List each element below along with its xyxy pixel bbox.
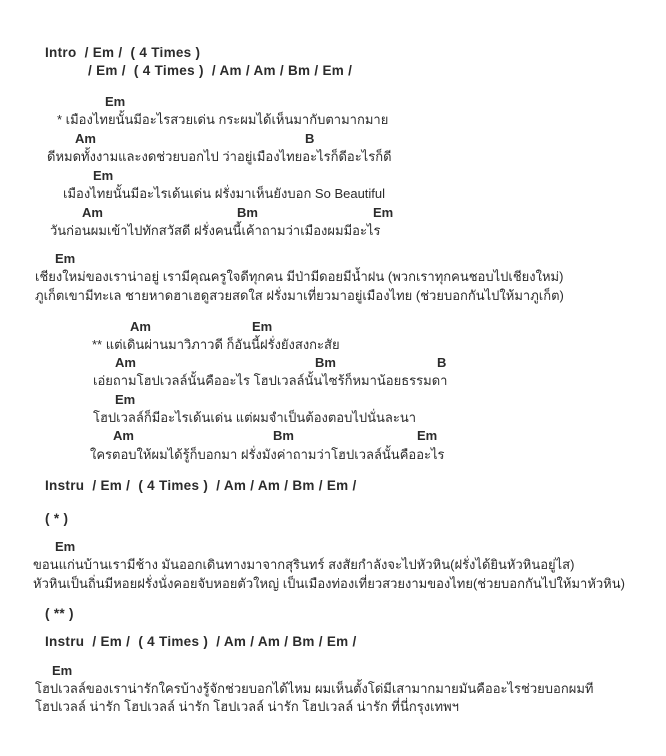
chord-line <box>0 393 666 407</box>
lyric-line: หัวหินเป็นถิ่นมีหอยฝรั่งนั่งคอยจับหอยตัวใหญ่ เป็นเมืองท่องเที่ยวสวยงามของไทย(ช่วยบอกกันไปให้มาหัวหิน) <box>33 576 625 591</box>
chord-label: Am <box>113 428 134 443</box>
chord-line <box>0 206 666 220</box>
chord-label: Bm <box>315 355 336 370</box>
lyric-line: * เมืองไทยนั้นมีอะไรสวยเด่น กระผมได้เห็นมากับตามากมาย <box>57 112 389 127</box>
chord-label: Em <box>55 251 76 266</box>
lyric-line: ดีหมดทั้งงามและงดช่วยบอกไป ว่าอยู่เมืองไทยอะไรก็ดีอะไรก็ดี <box>47 149 392 164</box>
chord-label: Bm <box>273 428 294 443</box>
lyric-line: ใครตอบให้ผมได้รู้ก็บอกมา ฝรั่งมังค่าถามว่าโฮปเวลล์นั้นคืออะไร <box>90 447 445 462</box>
lyric-line: โฮปเวลล์ก็มีอะไรเด้นเด่น แต่ผมจำเป็นต้องตอบไปนั่นละนา <box>93 410 417 425</box>
lyric-line: โฮปเวลล์ของเราน่ารักใครบ้างรู้จักช่วยบอกได้ไหม ผมเห็นตั้งโด่มีเสามากมายมันคืออะไรช่วยบอกผมที <box>35 681 594 696</box>
chord-line <box>0 429 666 443</box>
chord-label: Em <box>105 94 126 109</box>
chord-line <box>0 169 666 183</box>
section-header: ( ** ) <box>45 606 74 621</box>
lyric-line: เชียงใหม่ของเราน่าอยู่ เรามีคุณครูใจดีทุกคน มีป่ามีดอยมีน้ำฝน (พวกเราทุกคนชอบไปเชียงใหม่) <box>35 269 564 284</box>
chord-label: Am <box>115 355 136 370</box>
chord-line <box>0 664 666 678</box>
chord-label: Em <box>417 428 438 443</box>
lyric-line: โฮปเวลล์ น่ารัก โฮปเวลล์ น่ารัก โฮปเวลล์ น่ารัก โฮปเวลล์ น่ารัก ที่นี่กรุงเทพฯ <box>35 699 459 714</box>
chord-label: B <box>437 355 447 370</box>
section-header: / Em / ( 4 Times ) / Am / Am / Bm / Em / <box>88 63 353 78</box>
section-header: ( * ) <box>45 511 69 526</box>
chord-label: Em <box>115 392 136 407</box>
section-header: Intro / Em / ( 4 Times ) <box>45 45 201 60</box>
lyric-line: เอ่ยถามโฮปเวลล์นั้นคืออะไร โฮปเวลล์นั้นไซร้ก็หมาน้อยธรรมดา <box>93 373 448 388</box>
chord-label: Bm <box>237 205 258 220</box>
chord-label: B <box>305 131 315 146</box>
chord-line <box>0 320 666 334</box>
chord-label: Em <box>52 663 73 678</box>
chord-line <box>0 252 666 266</box>
chord-label: Em <box>252 319 273 334</box>
lyric-line: ภูเก็ตเขามีทะเล ชายหาดฮาเฮดูสวยสดใส ฝรั่งมาเที่ยวมาอยู่เมืองไทย (ช่วยบอกกันไปให้มาภูเก็ต) <box>35 288 564 303</box>
lyric-line: ขอนแก่นบ้านเรามีช้าง มันออกเดินทางมาจากสุรินทร์ สงสัยกำลังจะไปหัวหิน(ฝรั่งได้ยินหัวหินอยู่ไส) <box>33 557 575 572</box>
chord-label: Am <box>82 205 103 220</box>
section-header: Instru / Em / ( 4 Times ) / Am / Am / Bm / Em / <box>45 478 357 493</box>
lyric-line: ** แต่เดินผ่านมาวิภาวดี ก็อันนี้ฝรั่งยังสงกะสัย <box>92 337 340 352</box>
chord-label: Em <box>93 168 114 183</box>
lyric-line: เมืองไทยนั้นมีอะไรเด้นเด่น ฝรั่งมาเห็นยังบอก So Beautiful <box>63 186 386 201</box>
lyric-line: วันก่อนผมเข้าไปทักสวัสดี ฝรั่งคนนี้เค้าถามว่าเมืองผมมีอะไร <box>50 223 381 238</box>
chord-label: Am <box>75 131 96 146</box>
section-header: Instru / Em / ( 4 Times ) / Am / Am / Bm / Em / <box>45 634 357 649</box>
chord-label: Am <box>130 319 151 334</box>
chord-line <box>0 540 666 554</box>
chord-label: Em <box>55 539 76 554</box>
chord-label: Em <box>373 205 394 220</box>
chord-line <box>0 95 666 109</box>
chord-line <box>0 132 666 146</box>
chord-line <box>0 356 666 370</box>
